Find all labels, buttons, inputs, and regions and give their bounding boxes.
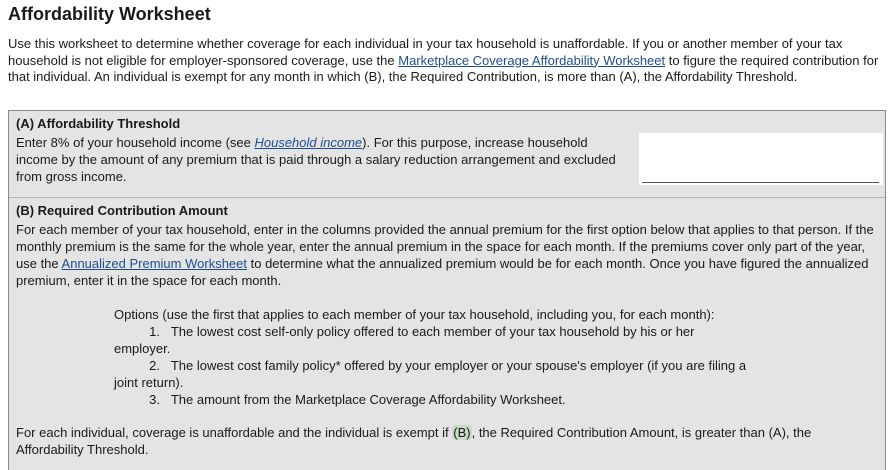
final-note	[16, 424, 876, 458]
section-a-text	[16, 134, 631, 185]
option-item	[114, 391, 754, 408]
option-item	[114, 357, 754, 391]
section-a	[9, 111, 885, 198]
intro-paragraph	[8, 36, 888, 86]
intro-text-2: to figure the required contribution for that individual. An individual is exempt for any month in which (B), the Required Contribution, is more than (A), the Affordability Threshold.	[8, 52, 879, 84]
option-number: 3.	[149, 392, 160, 407]
section-b-text	[16, 221, 881, 289]
section-a-text-2: ). For this purpose, increase household income by the amount of any premium that is paid through a salary reduction arrangement and excluded from gross income.	[16, 135, 616, 184]
final-text-1: For each individual, coverage is unaffordable and the individual is exempt if	[16, 425, 453, 440]
marketplace-worksheet-link[interactable]: Marketplace Coverage Affordability Worksheet	[398, 52, 666, 68]
page-title: Affordability Worksheet	[8, 4, 211, 24]
intro-text-1: Use this worksheet to determine whether coverage for each individual in your tax household is unaffordable. If you or another member of your tax household is not eligible for employer-sponsored coverage, use the	[8, 36, 843, 68]
option-item	[114, 323, 754, 357]
affordability-threshold-input[interactable]	[639, 133, 883, 185]
section-b-title: (B) Required Contribution Amount	[16, 203, 228, 218]
option-text: The amount from the Marketplace Coverage Affordability Worksheet.	[170, 392, 566, 407]
worksheet-box	[8, 110, 886, 470]
annualized-premium-worksheet-link[interactable]: Annualized Premium Worksheet	[61, 256, 247, 271]
section-b-text-2: to determine what the annualized premium would be for each month. Once you have figured the annualized premium, enter it in the space for each month.	[16, 256, 869, 288]
options-list	[114, 306, 754, 408]
option-number: 2.	[149, 358, 160, 373]
options-intro: Options (use the first that applies to each member of your tax household, including you, for each month):	[114, 307, 715, 322]
final-text-2: , the Required Contribution Amount, is greater than (A), the Affordability Threshold.	[16, 425, 812, 457]
section-a-title: (A) Affordability Threshold	[16, 116, 181, 131]
option-number: 1.	[149, 324, 160, 339]
section-a-text-1: Enter 8% of your household income (see	[16, 135, 255, 150]
option-text: The lowest cost self-only policy offered to each member of your tax household by his or her employer.	[114, 324, 695, 356]
option-text: The lowest cost family policy* offered by your employer or your spouse's employer (if you are filing a joint return).	[114, 358, 747, 390]
household-income-link[interactable]: Household income	[254, 135, 363, 150]
highlighted-b: (B)	[453, 425, 471, 440]
section-b-text-1: For each member of your tax household, enter in the columns provided the annual premium for the first option below that applies to that person. If the monthly premium is the same for the whole year, enter the annual premium in the space for each month. If the premiums cover only part of the year, use the	[16, 222, 874, 271]
input-underline	[642, 182, 879, 183]
